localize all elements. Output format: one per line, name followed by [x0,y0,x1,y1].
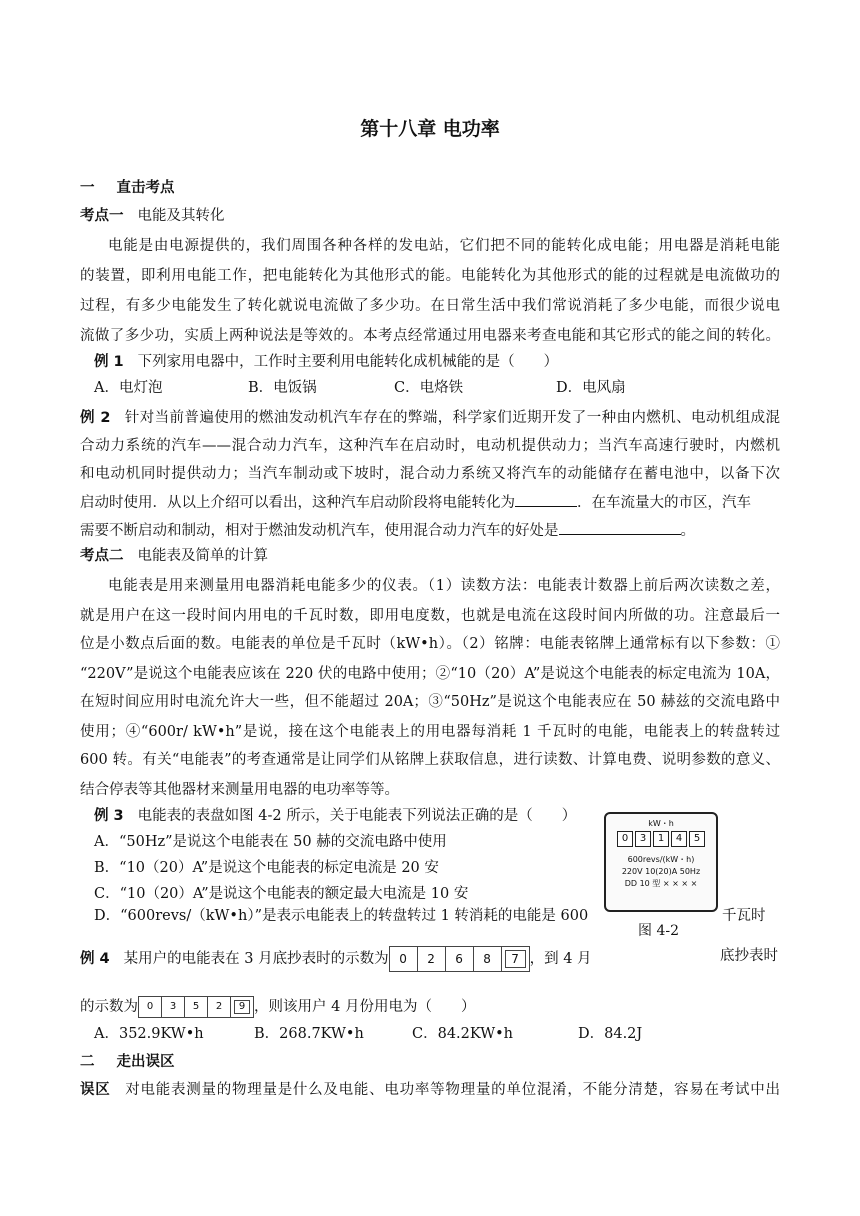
section-title: 走出误区 [116,1054,175,1070]
option-d: D．“600revs/（kW•h）”是表示电能表上的转盘转过 1 转消耗的电能是 600 [94,908,589,924]
paragraph-line: 使用；④“600r/ kW•h”是说，接在这个电能表上的用电器每消耗 1 千瓦时的电能，电能表上的转盘转过 [80,724,780,740]
option-b: B．268.7KW•h [254,1026,364,1042]
paragraph-line: 位是小数点后面的数。电能表的单位是千瓦时（kW•h）。（2）铭牌：电能表铭牌上通常标有以下参数：① [80,636,780,652]
meter-rating: 220V 10(20)A 50Hz [621,867,701,876]
electric-meter-figure [604,812,718,912]
example-4-tail: 底抄表时 [720,948,778,964]
misconception-line: 误区 对电能表测量的物理量是什么及电能、电功率等物理量的单位混淆，不能分清楚，容易在考试中出 [80,1082,781,1098]
example-4-line: 的示数为 0 3 5 2 9 ，则该用户 4 月份用电为（ ） [80,996,780,1018]
example-1-question [94,352,794,372]
meter-reading-march: 0 2 6 8 7 [389,946,530,972]
paragraph-line: 电能是由电源提供的，我们周围各种各样的发电站，它们把不同的能转化成电能；用电器是消耗电能 [108,238,780,254]
example-text: 电能表的表盘如图 4-2 所示，关于电能表下列说法正确的是（ ） [137,808,577,824]
topic-heading-2 [80,546,780,566]
example-2-line: 和电动机同时提供动力；当汽车制动或下坡时，混合动力系统又将汽车的动能储存在蓄电池中，以备下次 [80,466,780,482]
example-2-line: 合动力系统的汽车——混合动力汽车，这种汽车在启动时，电动机提供动力；当汽车高速行驶时，内燃机 [80,438,780,454]
paragraph-line: 的装置，即利用电能工作，把电能转化为其他形式的能。电能转化为其他形式的能的过程就是电流做功的 [80,268,780,284]
option-a: A．“50Hz”是说这个电能表在 50 赫的交流电路中使用 [94,834,447,850]
answer-blank[interactable] [559,520,681,535]
option-c: C．84.2KW•h [412,1026,513,1042]
paragraph-line: 结合停表等其他器材来测量用电器的电功率等等。 [80,782,399,798]
example-label: 例 2 [80,410,111,426]
example-text: 下列家用电器中，工作时主要利用电能转化成机械能的是（ ） [137,354,559,370]
meter-revs: 600revs/(kW・h) [627,855,695,864]
topic-title: 电能表及简单的计算 [137,548,268,564]
meter-digit: 5 [689,831,705,847]
option-c: C．电烙铁 [394,380,464,396]
topic-label: 考点二 [80,548,124,564]
paragraph-line: 电能表是用来测量用电器消耗电能多少的仪表。（1）读数方法：电能表计数器上前后两次读数之差， [108,578,780,594]
topic-label: 考点一 [80,208,124,224]
meter-digits [606,831,716,847]
example-label: 例 1 [94,354,124,370]
option-d: D．电风扇 [556,380,626,396]
paragraph-line: 过程，有多少电能发生了转化就说电流做了多少功。在日常生活中我们常说消耗了多少电能，而很少说电 [80,298,780,314]
option-d: D．84.2J [578,1026,643,1042]
paragraph-line: 在短时间应用时电流允许大一些，但不能超过 20A；③“50Hz”是说这个电能表应在 50 赫兹的交流电路中 [80,694,780,710]
option-c: C．“10（20）A”是说这个电能表的额定最大电流是 10 安 [94,886,469,902]
option-a: A．电灯泡 [94,380,163,396]
example-label: 例 3 [94,808,124,824]
topic-heading-1 [80,206,780,226]
section-number: 二 [80,1054,95,1070]
paragraph-line: “220V”是说这个电能表应该在 220 伏的电路中使用；②“10（20）A”是说这个电能表的标定电流为 10A， [80,666,780,682]
section-number: 一 [80,180,95,196]
section-title: 直击考点 [116,180,175,196]
example-2-line: 需要不断启动和制动，相对于燃油发动机汽车，使用混合动力汽车的好处是 。 [80,520,780,541]
meter-digit: 1 [653,831,669,847]
paragraph-line: 600 转。有关“电能表”的考查通常是让同学们从铭牌上获取信息，进行读数、计算电费、说明参数的意义、 [80,752,780,768]
section-heading-2 [80,1052,780,1072]
figure-caption: 图 4-2 [638,923,679,939]
meter-digit: 4 [671,831,687,847]
meter-unit: kW・h [648,819,674,828]
meter-model: DD 10 型 × × × × [624,879,698,888]
meter-reading-april: 0 3 5 2 9 [138,996,254,1018]
option-a: A．352.9KW•h [94,1026,204,1042]
option-b: B．“10（20）A”是说这个电能表的标定电流是 20 安 [94,860,439,876]
option-b: B．电饭锅 [248,380,317,396]
paragraph-line: 就是用户在这一段时间内用电的千瓦时数，即用电度数，也就是电流在这段时间内所做的功。注意最后一 [80,608,780,624]
example-2-line: 例 2 针对当前普遍使用的燃油发动机汽车存在的弊端，科学家们近期开发了一种由内燃机、电动机组成混 [80,410,780,426]
section-heading-1 [80,178,780,198]
meter-digit: 3 [635,831,651,847]
example-label: 例 4 [80,951,110,967]
paragraph-line: 流做了多少功，实质上两种说法是等效的。本考点经常通过用电器来考查电能和其它形式的能之间的转化。 [80,328,780,344]
misconception-label: 误区 [80,1082,111,1098]
answer-blank[interactable] [515,492,577,507]
meter-digit: 0 [617,831,633,847]
topic-title: 电能及其转化 [137,208,225,224]
example-2-line: 启动时使用．从以上介绍可以看出，这种汽车启动阶段将电能转化为 ．在车流量大的市区，汽车 [80,492,780,513]
option-d-tail: 千瓦时 [722,908,766,924]
example-4-line: 例 4 某用户的电能表在 3 月底抄表时的示数为 0 2 6 8 7 ，到 4 月 [80,946,600,972]
chapter-title: 第十八章 电功率 [360,118,500,140]
